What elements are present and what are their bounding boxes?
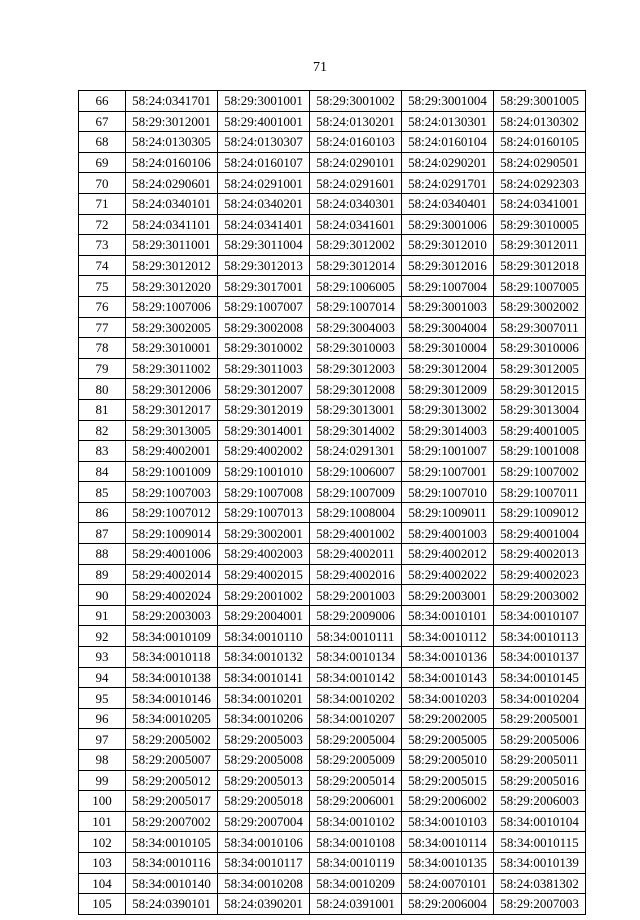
row-number-cell: 91 [79,605,126,626]
cadastral-number-cell: 58:29:3013001 [310,399,402,420]
table-row [79,173,586,194]
row-number-cell: 69 [79,152,126,173]
table-row [79,276,586,297]
cadastral-number-cell: 58:29:1009011 [402,502,494,523]
cadastral-number-cell: 58:34:0010107 [494,605,586,626]
table-row [79,152,586,173]
cadastral-number-cell: 58:29:2005003 [218,729,310,750]
table-row [79,523,586,544]
cadastral-number-cell: 58:29:4001001 [218,111,310,132]
table-row [79,91,586,112]
table-row [79,852,586,873]
cadastral-number-cell: 58:29:4001002 [310,523,402,544]
cadastral-number-cell: 58:34:0010141 [218,667,310,688]
row-number-cell: 94 [79,667,126,688]
table-row [79,338,586,359]
cadastral-number-cell: 58:29:3001002 [310,91,402,112]
cadastral-number-cell: 58:29:2003002 [494,585,586,606]
cadastral-number-cell: 58:29:3013002 [402,399,494,420]
cadastral-number-cell: 58:29:2006003 [494,791,586,812]
table-row [79,626,586,647]
cadastral-number-cell: 58:29:1009014 [126,523,218,544]
cadastral-number-cell: 58:29:2005010 [402,750,494,771]
row-number-cell: 71 [79,193,126,214]
cadastral-number-cell: 58:24:0381302 [494,873,586,894]
cadastral-number-cell: 58:29:2007003 [494,894,586,915]
row-number-cell: 95 [79,688,126,709]
cadastral-number-cell: 58:29:1007007 [218,296,310,317]
cadastral-number-cell: 58:29:2001003 [310,585,402,606]
cadastral-number-cell: 58:29:4002016 [310,564,402,585]
cadastral-number-cell: 58:34:0010136 [402,647,494,668]
table-row [79,647,586,668]
cadastral-number-cell: 58:34:0010106 [218,832,310,853]
cadastral-number-cell: 58:34:0010118 [126,647,218,668]
cadastral-number-cell: 58:29:2005005 [402,729,494,750]
cadastral-number-cell: 58:29:2005009 [310,750,402,771]
cadastral-number-cell: 58:24:0391001 [310,894,402,915]
cadastral-number-cell: 58:24:0130307 [218,132,310,153]
row-number-cell: 97 [79,729,126,750]
cadastral-number-cell: 58:34:0010134 [310,647,402,668]
table-row [79,399,586,420]
cadastral-number-cell: 58:34:0010110 [218,626,310,647]
row-number-cell: 75 [79,276,126,297]
cadastral-number-cell: 58:29:2005007 [126,750,218,771]
cadastral-number-cell: 58:24:0341601 [310,214,402,235]
cadastral-number-cell: 58:24:0390201 [218,894,310,915]
cadastral-number-cell: 58:29:3012015 [494,379,586,400]
cadastral-number-cell: 58:29:3012013 [218,255,310,276]
cadastral-number-cell: 58:29:4001004 [494,523,586,544]
cadastral-number-cell: 58:29:4002011 [310,544,402,565]
cadastral-number-cell: 58:29:3011003 [218,358,310,379]
cadastral-number-cell: 58:29:4002024 [126,585,218,606]
table-row [79,708,586,729]
cadastral-number-cell: 58:24:0130301 [402,111,494,132]
row-number-cell: 90 [79,585,126,606]
row-number-cell: 66 [79,91,126,112]
table-row [79,811,586,832]
cadastral-number-cell: 58:29:1007014 [310,296,402,317]
cadastral-number-cell: 58:24:0341401 [218,214,310,235]
cadastral-number-cell: 58:29:3012005 [494,358,586,379]
row-number-cell: 88 [79,544,126,565]
row-number-cell: 79 [79,358,126,379]
cadastral-number-cell: 58:29:4002015 [218,564,310,585]
page-number: 71 [313,60,327,75]
cadastral-number-cell: 58:34:0010203 [402,688,494,709]
row-number-cell: 80 [79,379,126,400]
cadastral-number-cell: 58:24:0160105 [494,132,586,153]
table-row [79,502,586,523]
cadastral-number-cell: 58:29:4001003 [402,523,494,544]
row-number-cell: 86 [79,502,126,523]
cadastral-number-cell: 58:24:0290101 [310,152,402,173]
cadastral-number-cell: 58:29:3011002 [126,358,218,379]
cadastral-number-cell: 58:29:3012004 [402,358,494,379]
cadastral-number-cell: 58:29:2003001 [402,585,494,606]
row-number-cell: 92 [79,626,126,647]
cadastral-number-cell: 58:29:3012019 [218,399,310,420]
cadastral-number-cell: 58:34:0010116 [126,852,218,873]
row-number-cell: 82 [79,420,126,441]
cadastral-number-cell: 58:29:3012010 [402,235,494,256]
cadastral-number-cell: 58:24:0160103 [310,132,402,153]
row-number-cell: 85 [79,482,126,503]
row-number-cell: 89 [79,564,126,585]
row-number-cell: 78 [79,338,126,359]
cadastral-number-cell: 58:29:3001001 [218,91,310,112]
cadastral-number-cell: 58:34:0010209 [310,873,402,894]
cadastral-number-cell: 58:24:0130302 [494,111,586,132]
cadastral-number-cell: 58:24:0290501 [494,152,586,173]
table-row [79,235,586,256]
row-number-cell: 70 [79,173,126,194]
cadastral-number-cell: 58:29:3012001 [126,111,218,132]
cadastral-number-cell: 58:29:3010004 [402,338,494,359]
cadastral-number-cell: 58:29:1007010 [402,482,494,503]
cadastral-number-cell: 58:29:1007006 [126,296,218,317]
cadastral-number-cell: 58:29:4002002 [218,441,310,462]
cadastral-number-cell: 58:29:2003003 [126,605,218,626]
cadastral-number-cell: 58:29:3014002 [310,420,402,441]
cadastral-number-cell: 58:29:3001003 [402,296,494,317]
row-number-cell: 73 [79,235,126,256]
cadastral-number-cell: 58:24:0291601 [310,173,402,194]
row-number-cell: 102 [79,832,126,853]
cadastral-number-cell: 58:29:2009006 [310,605,402,626]
cadastral-number-cell: 58:34:0010132 [218,647,310,668]
cadastral-number-cell: 58:34:0010117 [218,852,310,873]
cadastral-number-cell: 58:29:3014003 [402,420,494,441]
row-number-cell: 104 [79,873,126,894]
cadastral-number-cell: 58:29:1001008 [494,441,586,462]
cadastral-number-cell: 58:29:1006005 [310,276,402,297]
cadastral-number-cell: 58:29:3010003 [310,338,402,359]
cadastral-number-cell: 58:29:1001010 [218,461,310,482]
cadastral-table [78,90,586,915]
row-number-cell: 76 [79,296,126,317]
cadastral-number-cell: 58:24:0341101 [126,214,218,235]
cadastral-number-cell: 58:29:1007003 [126,482,218,503]
cadastral-number-cell: 58:29:3002002 [494,296,586,317]
cadastral-number-cell: 58:29:4002001 [126,441,218,462]
table-row [79,193,586,214]
row-number-cell: 100 [79,791,126,812]
cadastral-number-cell: 58:34:0010142 [310,667,402,688]
cadastral-number-cell: 58:29:1001009 [126,461,218,482]
cadastral-number-cell: 58:29:2005006 [494,729,586,750]
cadastral-number-cell: 58:34:0010109 [126,626,218,647]
cadastral-number-cell: 58:29:4002003 [218,544,310,565]
cadastral-number-cell: 58:29:3012007 [218,379,310,400]
cadastral-number-cell: 58:29:3014001 [218,420,310,441]
cadastral-number-cell: 58:29:1007012 [126,502,218,523]
cadastral-number-cell: 58:24:0341001 [494,193,586,214]
cadastral-number-cell: 58:29:3004004 [402,317,494,338]
cadastral-number-cell: 58:29:2006004 [402,894,494,915]
cadastral-number-cell: 58:29:1009012 [494,502,586,523]
row-number-cell: 96 [79,708,126,729]
cadastral-number-cell: 58:29:4002023 [494,564,586,585]
table-row [79,132,586,153]
cadastral-number-cell: 58:29:1008004 [310,502,402,523]
cadastral-number-cell: 58:24:0340201 [218,193,310,214]
cadastral-number-cell: 58:29:3001004 [402,91,494,112]
cadastral-number-cell: 58:24:0292303 [494,173,586,194]
cadastral-number-cell: 58:29:3017001 [218,276,310,297]
table-row [79,379,586,400]
row-number-cell: 67 [79,111,126,132]
row-number-cell: 87 [79,523,126,544]
cadastral-number-cell: 58:29:1007013 [218,502,310,523]
cadastral-number-cell: 58:24:0340401 [402,193,494,214]
cadastral-number-cell: 58:34:0010135 [402,852,494,873]
cadastral-number-cell: 58:29:2004001 [218,605,310,626]
cadastral-number-cell: 58:24:0070101 [402,873,494,894]
cadastral-number-cell: 58:34:0010204 [494,688,586,709]
table-row [79,358,586,379]
cadastral-number-cell: 58:29:3011001 [126,235,218,256]
cadastral-number-cell: 58:29:3002001 [218,523,310,544]
cadastral-number-cell: 58:29:4002013 [494,544,586,565]
table-row [79,729,586,750]
cadastral-number-cell: 58:29:1007004 [402,276,494,297]
table-row [79,791,586,812]
table-row [79,605,586,626]
cadastral-number-cell: 58:34:0010113 [494,626,586,647]
cadastral-number-cell: 58:29:3012006 [126,379,218,400]
row-number-cell: 93 [79,647,126,668]
cadastral-number-cell: 58:34:0010207 [310,708,402,729]
cadastral-number-cell: 58:24:0130201 [310,111,402,132]
cadastral-number-cell: 58:29:4001005 [494,420,586,441]
cadastral-number-cell: 58:29:1007008 [218,482,310,503]
cadastral-number-cell: 58:24:0291301 [310,441,402,462]
cadastral-number-cell: 58:29:3004003 [310,317,402,338]
cadastral-number-cell: 58:34:0010138 [126,667,218,688]
cadastral-number-cell: 58:29:3010005 [494,214,586,235]
cadastral-number-cell: 58:24:0290201 [402,152,494,173]
cadastral-number-cell: 58:29:4001006 [126,544,218,565]
cadastral-number-cell: 58:29:3010006 [494,338,586,359]
cadastral-number-cell: 58:29:3012012 [126,255,218,276]
row-number-cell: 81 [79,399,126,420]
cadastral-number-cell: 58:29:3012020 [126,276,218,297]
cadastral-number-cell: 58:29:1007011 [494,482,586,503]
cadastral-number-cell: 58:29:1007005 [494,276,586,297]
row-number-cell: 68 [79,132,126,153]
cadastral-number-cell: 58:29:3012017 [126,399,218,420]
table-row [79,255,586,276]
cadastral-number-cell: 58:29:3007011 [494,317,586,338]
cadastral-number-cell: 58:29:2001002 [218,585,310,606]
cadastral-number-cell: 58:29:1007002 [494,461,586,482]
cadastral-number-cell: 58:24:0291001 [218,173,310,194]
cadastral-number-cell: 58:34:0010104 [494,811,586,832]
cadastral-number-cell: 58:29:2005002 [126,729,218,750]
cadastral-number-cell: 58:29:2006002 [402,791,494,812]
cadastral-number-cell: 58:34:0010105 [126,832,218,853]
cadastral-number-cell: 58:34:0010201 [218,688,310,709]
cadastral-number-cell: 58:29:3012003 [310,358,402,379]
row-number-cell: 77 [79,317,126,338]
cadastral-number-cell: 58:29:2005011 [494,750,586,771]
cadastral-number-cell: 58:29:3012016 [402,255,494,276]
cadastral-number-cell: 58:29:3012002 [310,235,402,256]
cadastral-number-cell: 58:29:3012018 [494,255,586,276]
cadastral-number-cell: 58:34:0010146 [126,688,218,709]
cadastral-number-cell: 58:34:0010140 [126,873,218,894]
cadastral-number-cell: 58:29:3013004 [494,399,586,420]
cadastral-number-cell: 58:29:2005013 [218,770,310,791]
table-row [79,111,586,132]
row-number-cell: 101 [79,811,126,832]
row-number-cell: 98 [79,750,126,771]
cadastral-number-cell: 58:34:0010101 [402,605,494,626]
cadastral-number-cell: 58:34:0010114 [402,832,494,853]
cadastral-number-cell: 58:29:2005018 [218,791,310,812]
table-row [79,544,586,565]
cadastral-number-cell: 58:29:3001005 [494,91,586,112]
cadastral-number-cell: 58:34:0010205 [126,708,218,729]
table-row [79,441,586,462]
cadastral-number-cell: 58:29:2005004 [310,729,402,750]
cadastral-number-cell: 58:34:0010139 [494,852,586,873]
row-number-cell: 99 [79,770,126,791]
cadastral-number-cell: 58:29:2005008 [218,750,310,771]
cadastral-number-cell: 58:29:3011004 [218,235,310,256]
cadastral-number-cell: 58:29:4002022 [402,564,494,585]
cadastral-number-cell: 58:24:0340101 [126,193,218,214]
cadastral-number-cell: 58:29:4002012 [402,544,494,565]
cadastral-number-cell: 58:29:2005016 [494,770,586,791]
row-number-cell: 105 [79,894,126,915]
cadastral-number-cell: 58:34:0010137 [494,647,586,668]
table-row [79,296,586,317]
cadastral-number-cell: 58:24:0341701 [126,91,218,112]
cadastral-number-cell: 58:29:2005014 [310,770,402,791]
cadastral-number-cell: 58:34:0010206 [218,708,310,729]
table-row [79,770,586,791]
table-row [79,750,586,771]
cadastral-number-cell: 58:24:0290601 [126,173,218,194]
cadastral-number-cell: 58:24:0340301 [310,193,402,214]
cadastral-number-cell: 58:29:3012014 [310,255,402,276]
cadastral-number-cell: 58:29:1007009 [310,482,402,503]
row-number-cell: 83 [79,441,126,462]
cadastral-number-cell: 58:34:0010143 [402,667,494,688]
table-row [79,894,586,915]
cadastral-number-cell: 58:34:0010119 [310,852,402,873]
cadastral-number-cell: 58:34:0010108 [310,832,402,853]
row-number-cell: 72 [79,214,126,235]
cadastral-number-cell: 58:29:2007004 [218,811,310,832]
cadastral-number-cell: 58:34:0010202 [310,688,402,709]
cadastral-number-cell: 58:29:2005001 [494,708,586,729]
cadastral-number-cell: 58:29:2007002 [126,811,218,832]
table-row [79,461,586,482]
table-row [79,317,586,338]
cadastral-number-cell: 58:29:2005015 [402,770,494,791]
cadastral-number-cell: 58:29:2005017 [126,791,218,812]
cadastral-number-cell: 58:24:0160104 [402,132,494,153]
table-row [79,832,586,853]
cadastral-number-cell: 58:29:1001007 [402,441,494,462]
cadastral-number-cell: 58:29:1007001 [402,461,494,482]
table-row [79,564,586,585]
cadastral-number-cell: 58:29:3012011 [494,235,586,256]
cadastral-number-cell: 58:29:3012009 [402,379,494,400]
table-row [79,585,586,606]
row-number-cell: 103 [79,852,126,873]
cadastral-number-cell: 58:29:1006007 [310,461,402,482]
cadastral-number-cell: 58:24:0160107 [218,152,310,173]
table-row [79,214,586,235]
cadastral-number-cell: 58:34:0010145 [494,667,586,688]
cadastral-number-cell: 58:29:3013005 [126,420,218,441]
table-row [79,688,586,709]
cadastral-number-cell: 58:24:0160106 [126,152,218,173]
cadastral-number-cell: 58:29:3002005 [126,317,218,338]
cadastral-number-cell: 58:34:0010102 [310,811,402,832]
cadastral-number-cell: 58:34:0010115 [494,832,586,853]
cadastral-number-cell: 58:29:2005012 [126,770,218,791]
cadastral-number-cell: 58:24:0130305 [126,132,218,153]
table-row [79,667,586,688]
table-row [79,873,586,894]
row-number-cell: 84 [79,461,126,482]
cadastral-number-cell: 58:29:2002005 [402,708,494,729]
cadastral-number-cell: 58:29:3002008 [218,317,310,338]
cadastral-number-cell: 58:34:0010103 [402,811,494,832]
row-number-cell: 74 [79,255,126,276]
table-body [79,91,586,915]
cadastral-number-cell: 58:24:0291701 [402,173,494,194]
cadastral-number-cell: 58:29:3010002 [218,338,310,359]
cadastral-number-cell: 58:29:3012008 [310,379,402,400]
cadastral-number-cell: 58:29:2006001 [310,791,402,812]
cadastral-number-cell: 58:29:3001006 [402,214,494,235]
cadastral-number-cell: 58:29:3010001 [126,338,218,359]
cadastral-number-cell: 58:34:0010112 [402,626,494,647]
cadastral-number-cell: 58:34:0010111 [310,626,402,647]
cadastral-number-cell: 58:29:4002014 [126,564,218,585]
cadastral-number-cell: 58:34:0010208 [218,873,310,894]
cadastral-number-cell: 58:24:0390101 [126,894,218,915]
table-row [79,482,586,503]
table-row [79,420,586,441]
